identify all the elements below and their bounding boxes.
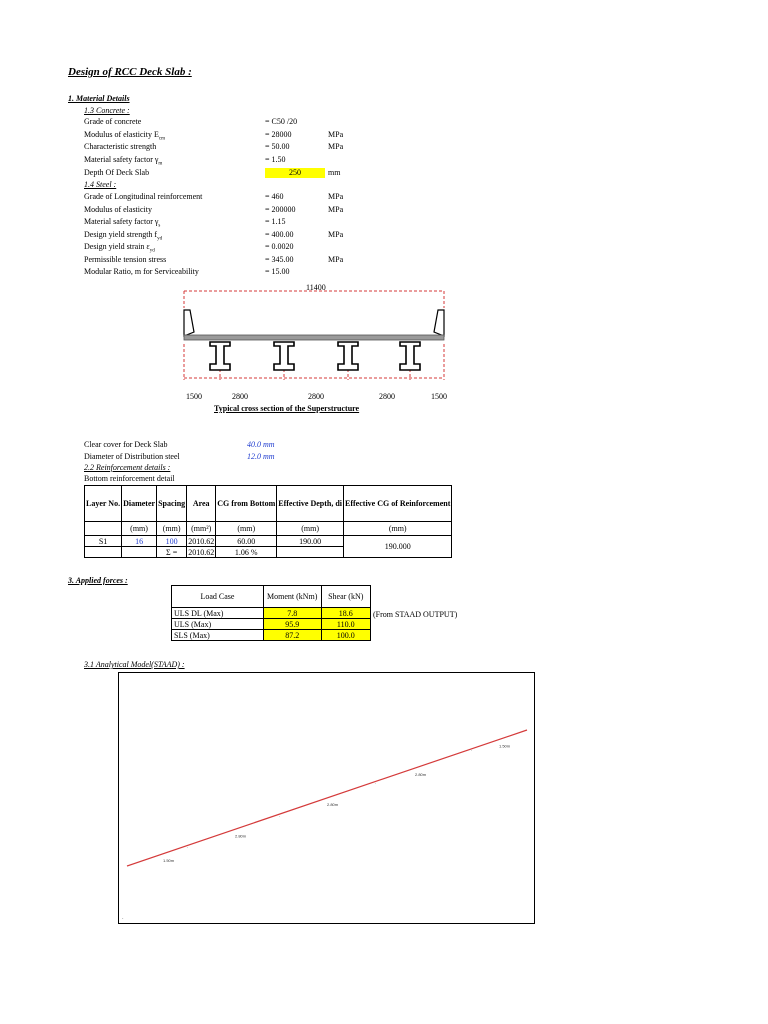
bottom-reinf-label: Bottom reinforcement detail (84, 474, 175, 483)
span-label: 2800 (308, 392, 324, 401)
segment-label: 2.80m (327, 802, 339, 807)
span-label: 1500 (431, 392, 447, 401)
property-value: = 1.15 (265, 217, 286, 226)
cell: S1 (85, 536, 122, 547)
segment-label: 2.80m (235, 833, 247, 839)
property-label: Modular Ratio, m for Serviceability (84, 267, 199, 276)
property-unit: MPa (328, 142, 344, 151)
property-value: = 50.00 (265, 142, 290, 151)
shear-value: 18.6 (321, 608, 371, 619)
analytical-model (118, 672, 536, 925)
property-label: Modulus of elasticity (84, 204, 152, 214)
property-unit: MPa (328, 192, 344, 201)
span-label: 2800 (232, 392, 248, 401)
deck-slab (184, 335, 444, 340)
dist-steel-value: 12.0 mm (247, 452, 275, 461)
node-marker: · (279, 813, 281, 819)
girders (210, 342, 420, 370)
col-header: Load Case (172, 586, 264, 608)
cell: 190.00 (277, 536, 344, 547)
segment-label: 1.50m (499, 743, 511, 749)
cell: 16 (122, 536, 157, 547)
page-title: Design of RCC Deck Slab : (68, 66, 192, 78)
property-label: Material safety factor $\gamma_m$ (84, 154, 163, 167)
forces-heading: 3. Applied forces : (68, 576, 128, 585)
property-value: = 460 (265, 192, 284, 201)
axis-marker: · (122, 917, 124, 922)
steel-heading: 1.4 Steel : (84, 180, 117, 189)
right-kerb (434, 310, 444, 336)
cross-section-drawing (170, 282, 460, 382)
reinf-heading: 2.2 Reinforcement details : (84, 463, 171, 472)
reinforcement-table (84, 485, 452, 558)
table-row (85, 536, 452, 547)
moment-value: 95.9 (263, 619, 321, 630)
property-unit: MPa (328, 204, 344, 214)
concrete-heading: 1.3 Concrete : (84, 106, 130, 115)
shear-value: 100.0 (321, 630, 371, 641)
property-unit: MPa (328, 129, 344, 139)
property-value: = 345.00 (265, 254, 294, 264)
property-label: Design yield strength $f_{yd}$ (84, 229, 163, 242)
property-label: Characteristic strength (84, 142, 157, 151)
col-header: Effective CG of Reinforcement (344, 486, 452, 522)
col-header: Shear (kN) (321, 586, 371, 608)
segment-label: 1.50m (163, 857, 175, 863)
property-label: Design yield strain $\varepsilon_{yd}$ (84, 242, 155, 254)
property-label: Grade of Longitudinal reinforcement (84, 192, 203, 201)
property-unit: MPa (328, 229, 344, 239)
moment-value: 7.8 (263, 608, 321, 619)
col-header: Diameter (122, 486, 157, 522)
property-label: Grade of concrete (84, 117, 142, 126)
unit-cell: (mm) (216, 522, 277, 536)
property-label: Modulus of elasticity $E_{cm}$ (84, 129, 165, 142)
col-header: Effective Depth, di (277, 486, 344, 522)
segment-label: 2.80m (415, 772, 427, 778)
cell (122, 547, 157, 558)
property-value: = 15.00 (265, 267, 290, 276)
table-row (172, 608, 371, 619)
unit-cell: (mm) (122, 522, 157, 536)
cell: 100 (157, 536, 187, 547)
load-case: SLS (Max) (172, 630, 264, 641)
property-value: = C50 /20 (265, 117, 298, 126)
unit-cell (85, 522, 122, 536)
depth-unit: mm (328, 168, 341, 177)
node-marker: · (471, 748, 473, 754)
cell: Σ = (157, 547, 187, 558)
depth-value: 250 (265, 168, 325, 178)
col-header: Spacing (157, 486, 187, 522)
cross-section-caption: Typical cross section of the Superstructure (214, 404, 360, 413)
effective-cg-cell: 190.000 (344, 536, 452, 558)
col-header: Area (187, 486, 216, 522)
unit-cell: (mm²) (187, 522, 216, 536)
cell (277, 547, 344, 558)
total-width-label: 11400 (306, 283, 326, 292)
span-label: 2800 (379, 392, 395, 401)
property-value: = 28000 (265, 129, 292, 139)
load-case: ULS (Max) (172, 619, 264, 630)
cell: 2010.62 (188, 536, 215, 546)
property-value: = 1.50 (265, 154, 286, 164)
dist-steel-label: Diameter of Distribution steel (84, 452, 180, 461)
clear-cover-value: 40.0 mm (247, 440, 275, 449)
forces-table (171, 585, 371, 641)
table-row (172, 630, 371, 641)
property-label: Material safety factor $\gamma_s$ (84, 217, 161, 229)
load-case: ULS DL (Max) (172, 608, 264, 619)
left-kerb (184, 310, 194, 336)
property-value: = 400.00 (265, 229, 294, 239)
property-label: Permissible tension stress (84, 254, 167, 264)
table-row (172, 619, 371, 630)
cell: 1.06 % (216, 547, 277, 558)
clear-cover-label: Clear cover for Deck Slab (84, 440, 168, 449)
model-heading: 3.1 Analytical Model(STAAD) : (84, 660, 185, 669)
staad-note: (From STAAD OUTPUT) (373, 610, 458, 619)
cell (85, 547, 122, 558)
unit-cell: (mm) (344, 522, 452, 536)
col-header: CG from Bottom (216, 486, 277, 522)
property-unit: MPa (328, 254, 344, 264)
node-marker: · (375, 780, 377, 786)
unit-cell: (mm) (157, 522, 187, 536)
depth-label: Depth Of Deck Slab (84, 168, 150, 177)
property-value: = 200000 (265, 204, 296, 214)
col-header: Moment (kNm) (263, 586, 321, 608)
moment-value: 87.2 (263, 630, 321, 641)
cell: 2010.62 (188, 547, 215, 557)
material-heading: 1. Material Details (68, 94, 130, 103)
node-marker: · (187, 844, 189, 850)
col-header: Layer No. (85, 486, 122, 522)
span-label: 1500 (186, 392, 202, 401)
property-value: = 0.0020 (265, 242, 294, 251)
unit-cell: (mm) (277, 522, 344, 536)
cell: 60.00 (216, 536, 277, 547)
shear-value: 110.0 (321, 619, 371, 630)
